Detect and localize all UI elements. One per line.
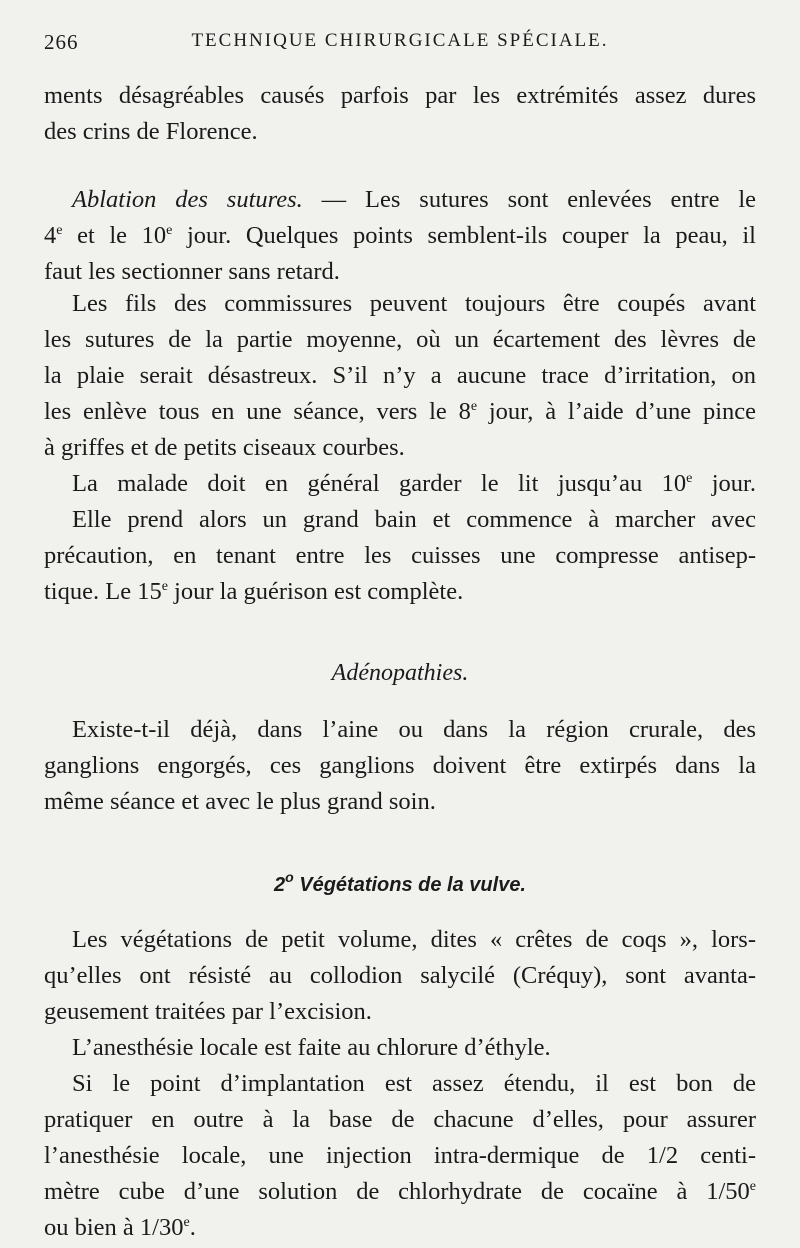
section-number: 2 xyxy=(274,874,286,896)
paragraph-continuation xyxy=(44,78,756,150)
text-line: les sutures de la partie moyenne, où un écartement des lèvres de xyxy=(44,326,756,353)
text-span: ou bien à 1/30 xyxy=(44,1214,184,1241)
text-line: qu’elles ont résisté au collodion salycilé (Créquy), sont avanta- xyxy=(44,962,756,989)
paragraph-vegetations xyxy=(44,922,756,1030)
section-heading xyxy=(44,869,756,897)
text-span: La malade doit en général garder le lit jusqu’au 10 xyxy=(72,470,687,497)
superscript: e xyxy=(686,471,693,486)
text-line: Existe-t-il déjà, dans l’aine ou dans la région crurale, des xyxy=(72,716,756,743)
superscript: e xyxy=(166,223,173,238)
text-span: . xyxy=(189,1214,196,1241)
text-line xyxy=(44,574,756,610)
text-line: pratiquer en outre à la base de chacune d’elles, pour assurer xyxy=(44,1106,756,1133)
text-span: jour la guérison est complète. xyxy=(167,578,464,605)
text-line: Elle prend alors un grand bain et commence à marcher avec xyxy=(72,506,756,533)
paragraph-ablation xyxy=(44,182,756,290)
text-line: Les végétations de petit volume, dites « crêtes de coqs », lors- xyxy=(72,926,756,953)
paragraph-ganglions xyxy=(44,712,756,820)
superscript: o xyxy=(285,869,294,885)
text-line: ganglions engorgés, ces ganglions doivent être extirpés dans la xyxy=(44,752,756,779)
superscript: e xyxy=(56,223,63,238)
text-line: la plaie serait désastreux. S’il n’y a aucune trace d’irritation, on xyxy=(44,362,756,389)
text-span: jour, à l’aide d’une pince xyxy=(477,398,757,425)
text-line: ments désagréables causés parfois par les extrémités assez dures xyxy=(44,82,756,109)
paragraph-title: Ablation des sutures. xyxy=(72,186,303,213)
text-span: les enlève tous en une séance, vers le 8 xyxy=(44,398,471,425)
superscript: e xyxy=(183,1215,190,1230)
text-span: mètre cube d’une solution de chlorhydrate de cocaïne à 1/50 xyxy=(44,1178,750,1205)
page-number: 266 xyxy=(44,30,79,54)
text-line xyxy=(44,1210,756,1246)
text-span: jour. xyxy=(692,470,756,497)
text-line: L’anesthésie locale est faite au chlorure d’éthyle. xyxy=(72,1034,551,1061)
paragraph-fils xyxy=(44,286,756,466)
text-line: des crins de Florence. xyxy=(44,118,258,145)
text-span: — Les sutures sont enlevées entre le xyxy=(302,186,757,213)
text-span: jour. Quelques points semblent-ils couper la peau, il xyxy=(172,222,756,249)
text-line: l’anesthésie locale, une injection intra-dermique de 1/2 centi- xyxy=(44,1142,756,1169)
text-line xyxy=(44,182,756,218)
text-line xyxy=(44,466,756,502)
text-span: tique. Le 15 xyxy=(44,578,162,605)
running-head: TECHNIQUE CHIRURGICALE SPÉCIALE. xyxy=(191,30,609,51)
text-line: même séance et avec le plus grand soin. xyxy=(44,788,436,815)
text-line: Si le point d’implantation est assez étendu, il est bon de xyxy=(72,1070,756,1097)
page-header xyxy=(44,30,756,60)
paragraph-anesthesie xyxy=(44,1030,756,1066)
text-line xyxy=(44,1174,756,1210)
text-line: à griffes et de petits ciseaux courbes. xyxy=(44,434,405,461)
superscript: e xyxy=(470,399,478,414)
paragraph-implantation xyxy=(44,1066,756,1246)
superscript: e xyxy=(749,1179,756,1194)
section-title: Végétations de la vulve. xyxy=(293,874,526,896)
text-line: Les fils des commissures peuvent toujours être coupés avant xyxy=(72,290,756,317)
text-span: et le 10 xyxy=(62,222,167,249)
paragraph-malade xyxy=(44,466,756,502)
text-span: 4 xyxy=(44,222,57,249)
paragraph-bain xyxy=(44,502,756,610)
superscript: e xyxy=(161,579,168,594)
subheading-adenopathies: Adénopathies. xyxy=(331,660,469,686)
text-line: geusement traitées par l’excision. xyxy=(44,998,372,1025)
text-line xyxy=(44,394,756,430)
text-line: précaution, en tenant entre les cuisses une compresse antisep- xyxy=(44,542,756,569)
text-line: faut les sectionner sans retard. xyxy=(44,258,340,285)
text-line xyxy=(44,218,756,254)
